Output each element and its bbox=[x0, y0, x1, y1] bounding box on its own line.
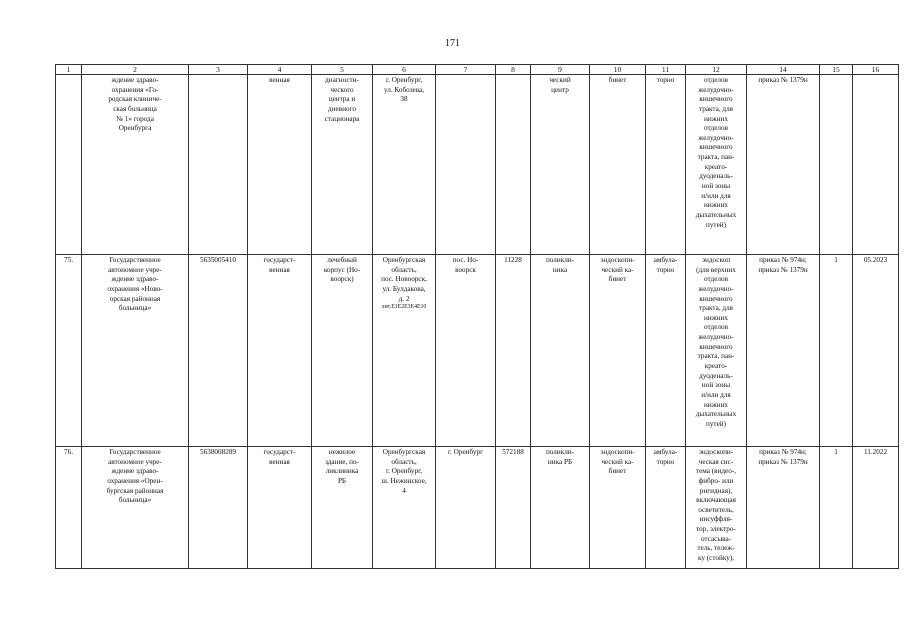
page-number: 171 bbox=[445, 38, 460, 49]
table-header-row bbox=[56, 65, 899, 75]
date-cell: 11.2022 bbox=[853, 447, 899, 569]
ownership-cell: государст- венная bbox=[248, 255, 312, 447]
population-cell: 11228 bbox=[496, 255, 531, 447]
equipment-cell: эндоскопи- ческая сис- тема (видео-, фибро- или ригидная), включающая осветитель, инсуффля- тор, электро- отсасыва- тель, тележ- ку (стойку), bbox=[686, 447, 747, 569]
row-number bbox=[56, 75, 82, 255]
column-header: 11 bbox=[646, 65, 686, 75]
locality-cell: пос. Но- воорск bbox=[436, 255, 496, 447]
column-header: 7 bbox=[436, 65, 496, 75]
quantity-cell bbox=[820, 75, 853, 255]
address-cell bbox=[373, 255, 436, 447]
column-header: 1 bbox=[56, 65, 82, 75]
column-header: 6 bbox=[373, 65, 436, 75]
column-header: 4 bbox=[248, 65, 312, 75]
order-cell: приказ № 1379н bbox=[747, 75, 820, 255]
date-cell: 05.2023 bbox=[853, 255, 899, 447]
address-text: Оренбургская область, пос. Новоорск, ул. Булдакова, д. 2 bbox=[381, 256, 427, 303]
population-cell: 572188 bbox=[496, 447, 531, 569]
order-cell: приказ № 974н; приказ № 1379н bbox=[747, 255, 820, 447]
room-cell: эндоскопи- ческий ка- бинет bbox=[590, 447, 646, 569]
unit-type-cell: ческий центр bbox=[531, 75, 590, 255]
table-row bbox=[56, 255, 899, 447]
column-header: 3 bbox=[189, 65, 248, 75]
table-row bbox=[56, 75, 899, 255]
column-header: 14 bbox=[747, 65, 820, 75]
unit-type-cell: поликли- ника bbox=[531, 255, 590, 447]
locality-cell bbox=[436, 75, 496, 255]
registry-table bbox=[55, 64, 899, 569]
column-header: 8 bbox=[496, 65, 531, 75]
order-cell: приказ № 974н; приказ № 1379н bbox=[747, 447, 820, 569]
column-header: 12 bbox=[686, 65, 747, 75]
column-header: 15 bbox=[820, 65, 853, 75]
quantity-cell: 1 bbox=[820, 447, 853, 569]
inn-cell: 5635005410 bbox=[189, 255, 248, 447]
unit-type-cell: поликли- ника РБ bbox=[531, 447, 590, 569]
address-letter-code: лит.Е1Е2Е3Е4Е10 bbox=[381, 304, 427, 311]
room-cell: эндоскопи- ческий ка- бинет bbox=[590, 255, 646, 447]
equipment-cell: эндоскоп (для верхних отделов желудочно- кишечного тракта, для нижних отделов желудочно- кишечного тракта, пан- креато- дуоденаль- ной зоны и/или для нижних дыхательных путей) bbox=[686, 255, 747, 447]
address-cell: г. Оренбург, ул. Кобозева, 38 bbox=[373, 75, 436, 255]
population-cell bbox=[496, 75, 531, 255]
column-header: 16 bbox=[853, 65, 899, 75]
address-cell: Оренбургская область, г. Оренбург, ш. Нежинское, 4 bbox=[373, 447, 436, 569]
organization-name: ждение здраво- охранения «Го- родская клиниче- ская больница № 1» города Оренбурга bbox=[82, 75, 189, 255]
building-cell: лечебный корпус (Но- воорск) bbox=[312, 255, 373, 447]
ownership-cell: государст- венная bbox=[248, 447, 312, 569]
organization-name: Государственное автономное учре- ждение здраво- охранения «Ново- орская районная больница» bbox=[82, 255, 189, 447]
quantity-cell: 1 bbox=[820, 255, 853, 447]
care-mode-cell: амбула- торно bbox=[646, 447, 686, 569]
row-number: 76. bbox=[56, 447, 82, 569]
table-row bbox=[56, 447, 899, 569]
column-header: 9 bbox=[531, 65, 590, 75]
room-cell: бинет bbox=[590, 75, 646, 255]
row-number: 75. bbox=[56, 255, 82, 447]
building-cell: диагности- ческого центра и дневного стационара bbox=[312, 75, 373, 255]
care-mode-cell: амбула- торно bbox=[646, 255, 686, 447]
inn-cell bbox=[189, 75, 248, 255]
column-header: 10 bbox=[590, 65, 646, 75]
organization-name: Государственное автономное учре- ждение здраво- охранения «Орен- бургская районная больница» bbox=[82, 447, 189, 569]
inn-cell: 5638008289 bbox=[189, 447, 248, 569]
date-cell bbox=[853, 75, 899, 255]
column-header: 2 bbox=[82, 65, 189, 75]
locality-cell: г. Оренбург bbox=[436, 447, 496, 569]
ownership-cell: венная bbox=[248, 75, 312, 255]
building-cell: нежилое здание, по- ликлиника РБ bbox=[312, 447, 373, 569]
equipment-cell: отделов желудочно- кишечного тракта, для нижних отделов желудочно- кишечного тракта, пан- креато- дуоденаль- ной зоны и/или для нижних дыхательных путей) bbox=[686, 75, 747, 255]
care-mode-cell: торно bbox=[646, 75, 686, 255]
column-header: 5 bbox=[312, 65, 373, 75]
